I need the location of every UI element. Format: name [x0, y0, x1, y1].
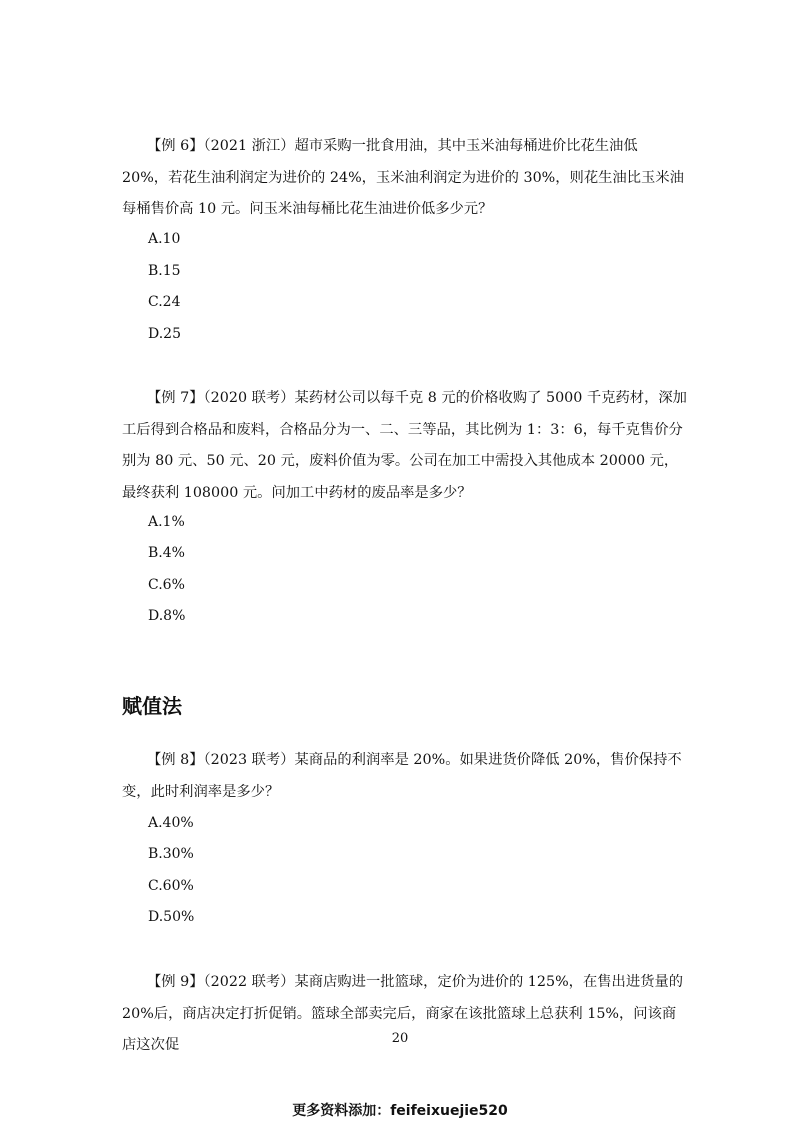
question-7-text: 【例 7】（2020 联考）某药材公司以每千克 8 元的价格收购了 5000 千克药材，深加工后得到合格品和废料，合格品分为一、二、三等品，其比例为 1：3：6，每千克售价分别为 80 元、50 元、20 元，废料价值为零。公司在加工中需投入其他成本 20000 元，最终获利 108000 元。问加工中药材的废品率是多少？ [122, 390, 687, 501]
question-8-option-c: C.60% [148, 878, 194, 894]
question-6-text: 【例 6】（2021 浙江）超市采购一批食用油，其中玉米油每桶进价比花生油低 20%，若花生油利润定为进价的 24%，玉米油利润定为进价的 30%，则花生油比玉米油每桶售价高 10 元。问玉米油每桶比花生油进价低多少元？ [122, 138, 684, 217]
question-6-option-b: B.15 [148, 263, 181, 279]
question-6-option-a: A.10 [148, 231, 181, 247]
question-7-option-c: C.6% [148, 577, 185, 593]
question-7-option-a: A.1% [148, 514, 185, 530]
question-6-option-d: D.25 [148, 326, 181, 342]
footer-note: 更多资料添加：feifeixuejie520 [292, 1103, 508, 1119]
question-8-option-b: B.30% [148, 846, 194, 862]
page-number: 20 [391, 1031, 409, 1046]
question-8-text: 【例 8】（2023 联考）某商品的利润率是 20%。如果进货价降低 20%，售价保持不变，此时利润率是多少？ [122, 752, 682, 800]
section-heading: 赋值法 [122, 694, 182, 718]
question-8-option-a: A.40% [148, 815, 194, 831]
question-7-option-b: B.4% [148, 545, 185, 561]
question-6-option-c: C.24 [148, 294, 181, 310]
question-8-option-d: D.50% [148, 909, 195, 925]
question-9-text: 【例 9】（2022 联考）某商店购进一批篮球，定价为进价的 125%，在售出进货量的 20%后，商店决定打折促销。篮球全部卖完后，商家在该批篮球上总获利 15%，问该商店这次促 [122, 974, 684, 1053]
question-7-option-d: D.8% [148, 608, 186, 624]
